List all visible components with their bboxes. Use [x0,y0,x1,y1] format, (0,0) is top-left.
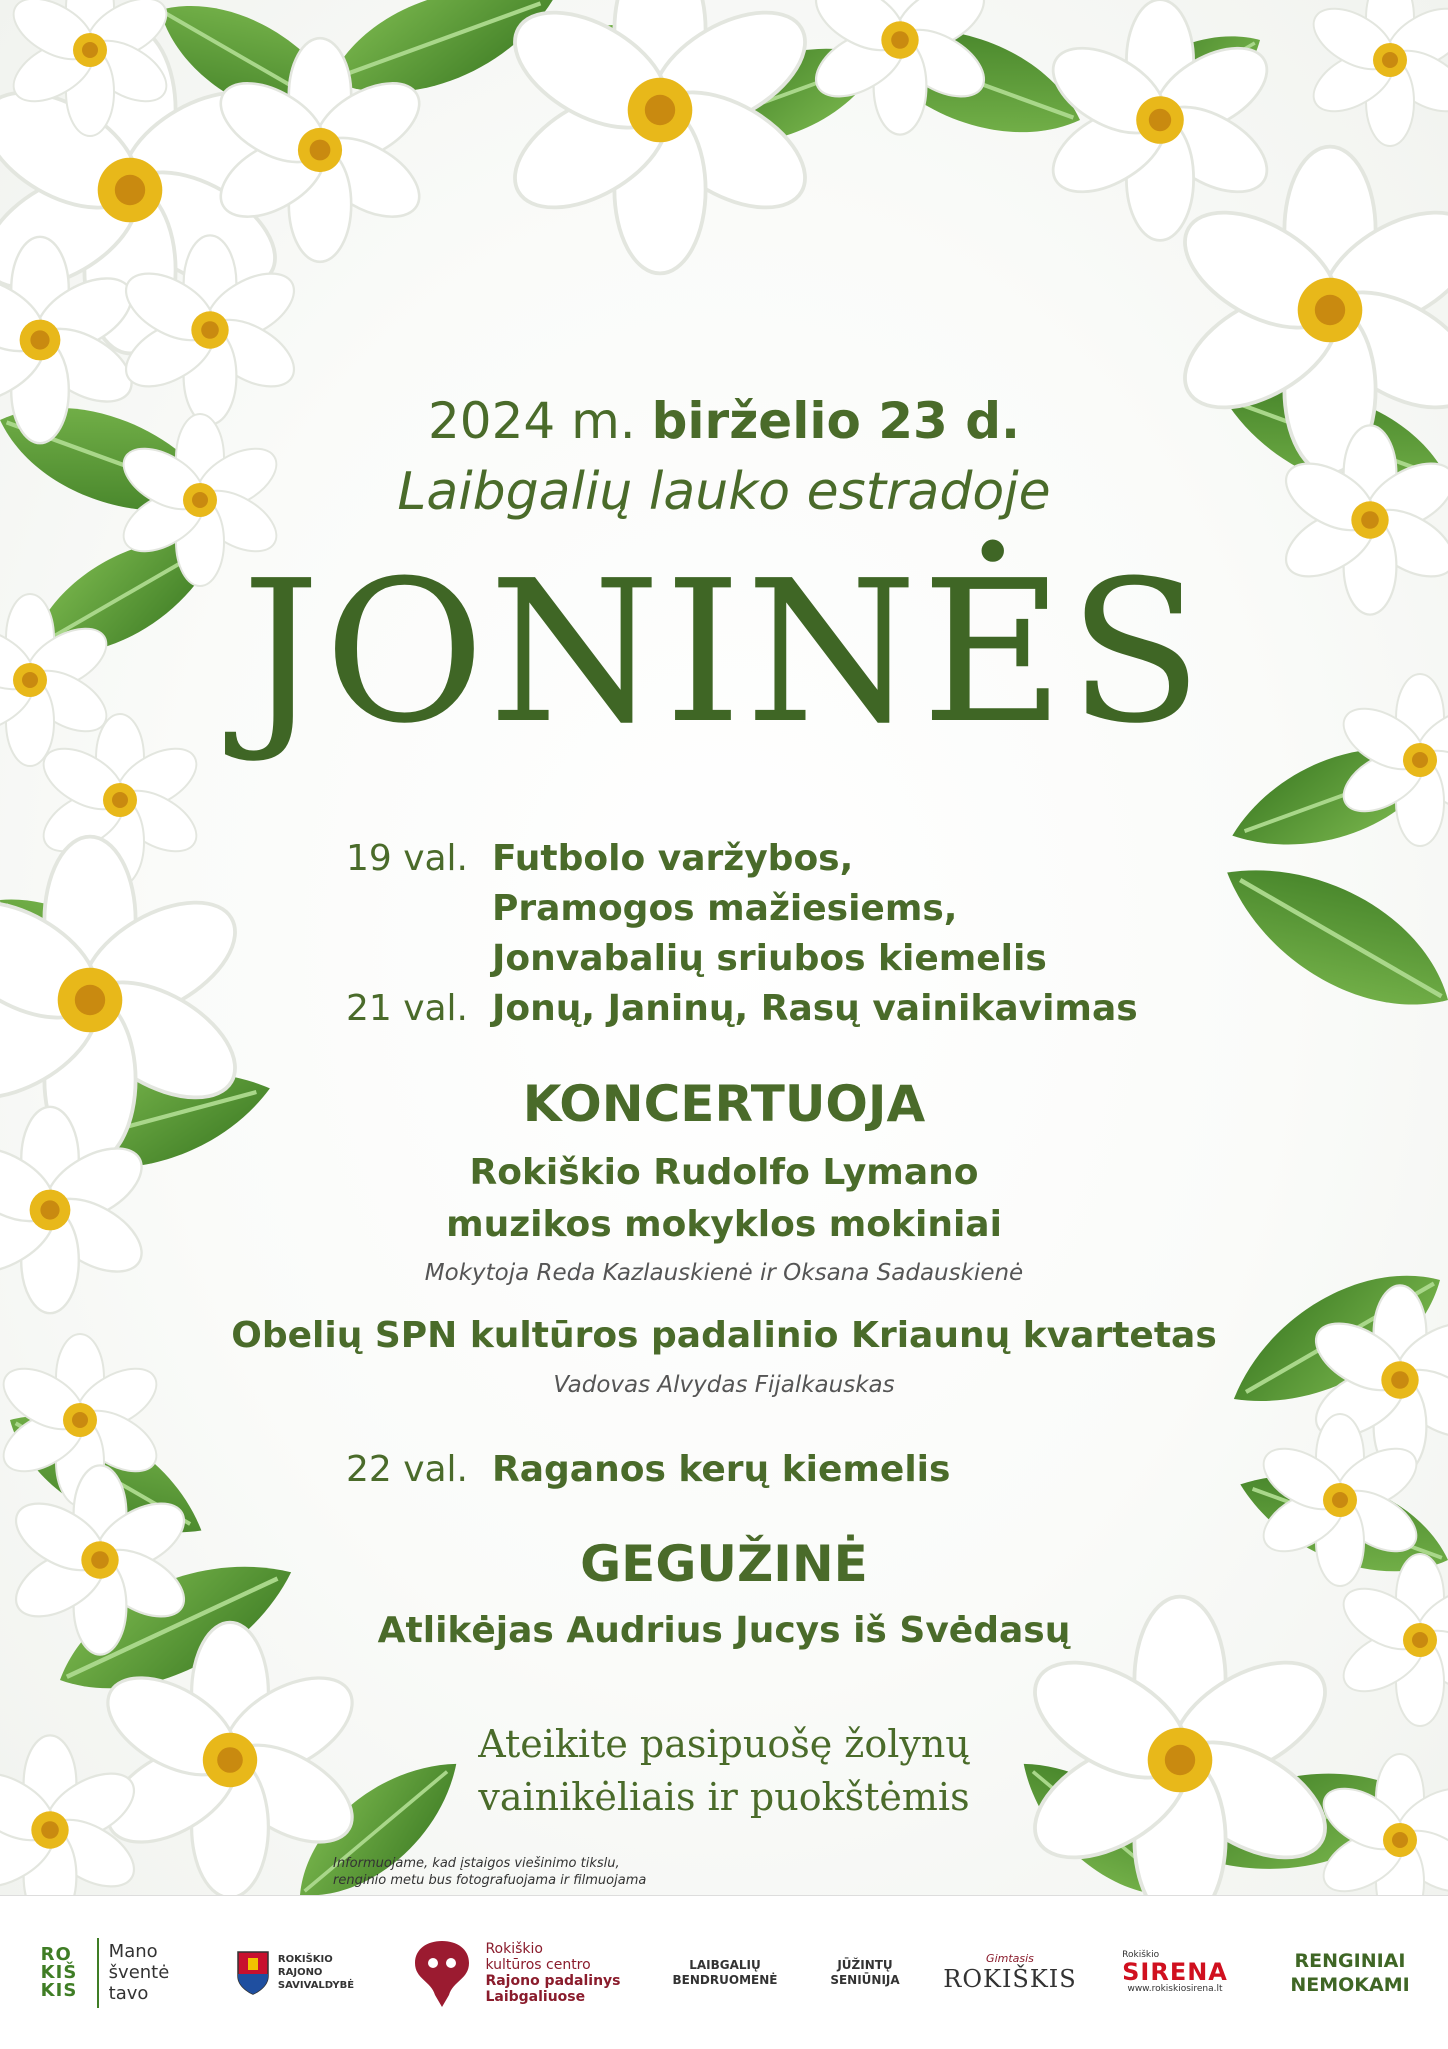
coat-of-arms-icon [236,1950,270,1996]
venue: Laibgalių lauko estradoje [397,462,1051,522]
sirena-url: www.rokiskiosirena.lt [1127,1984,1223,1994]
photo-notice-line-1: Informuojame, kad įstaigos viešinimo tikslu, [333,1856,620,1871]
date-bold: birželio 23 d. [651,392,1021,450]
gimtasis-rokiskis-logo [940,1896,1080,2049]
free-line: RENGINIAI [1294,1949,1406,1972]
date-prefix: 2024 m. [427,392,636,450]
municipality-name [278,1953,354,1992]
page-title: JONINĖS [241,539,1207,767]
footer [0,1895,1448,2049]
performer-1-line-2: muzikos mokyklos mokiniai [446,1204,1002,1245]
sirena-text: SIRENA [1122,1958,1228,1986]
eldership-line: JŪŽINTŲ [837,1957,893,1972]
dance-performer: Atlikėjas Audrius Jucys iš Svėdasų [377,1610,1071,1651]
sirena-small: Rokiškio [1122,1950,1160,1960]
kc-line: kultūros centro [485,1956,591,1973]
rokiskis-logo: ROKIŠKIS [40,1943,78,2001]
municipality-line: SAVIVALDYBĖ [277,1980,355,1991]
rokiskis-brand [30,1896,180,2049]
schedule-event: Jonvabalių sriubos kiemelis [492,938,1047,979]
schedule-block-2 [0,1449,1448,1499]
slogan-line: Mano [108,1941,158,1962]
schedule-time: 21 val. [345,988,468,1029]
eldership [810,1896,920,2049]
performer-2: Obelių SPN kultūros padalinio Kriaunų kvartetas [231,1315,1217,1356]
kc-line: Rajono padalinys [485,1972,621,1989]
schedule-event: Pramogos mažiesiems, [492,888,958,929]
dance-heading: GEGUŽINĖ [580,1535,868,1593]
schedule-time: 19 val. [345,838,468,879]
free-line: NEMOKAMI [1290,1973,1410,1996]
slogan-line: tavo [108,1983,149,2004]
community-line: BENDRUOMENĖ [672,1972,778,1987]
eldership-line: SENIŪNIJA [830,1972,900,1987]
slogan [109,1941,170,2004]
performer-1-line-1: Rokiškio Rudolfo Lymano [469,1152,979,1193]
gimtasis-small: Gimtasis [986,1951,1034,1965]
municipality-line: RAJONO [277,1967,323,1978]
sirena-logo [1100,1896,1250,2049]
culture-centre [395,1896,635,2049]
performer-1-note: Mokytoja Reda Kazlauskienė ir Oksana Sadauskienė [424,1260,1024,1286]
free-events [1270,1896,1430,2049]
schedule-event: Jonų, Janinų, Rasų vainikavimas [492,988,1138,1029]
schedule-block-1 [0,838,1448,1038]
invite-line-2: vainikėliais ir puokštėmis [478,1775,970,1819]
schedule-event: Futbolo varžybos, [492,838,854,879]
municipality-line: ROKIŠKIO [277,1954,333,1965]
slogan-line: šventė [108,1962,170,1983]
schedule-event: Raganos kerų kiemelis [492,1449,951,1490]
concert-heading: KONCERTUOJA [522,1075,926,1133]
invite-line-1: Ateikite pasipuošę žolynų [478,1722,970,1766]
divider [97,1938,99,2008]
culture-centre-name [485,1941,620,2005]
kc-line: Laibgaliuose [485,1988,586,2005]
schedule-time: 22 val. [345,1449,468,1490]
community-line: LAIBGALIŲ [689,1957,761,1972]
municipality [225,1896,365,2049]
community [665,1896,785,2049]
kc-line: Rokiškio [485,1940,543,1957]
performer-2-note: Vadovas Alvydas Fijalkauskas [553,1372,895,1398]
event-date [0,392,1448,450]
photo-notice-line-2: renginio metu bus fotografuojama ir filmuojama [333,1873,647,1888]
culture-centre-logo-icon [409,1935,475,2011]
gimtasis-text: ROKIŠKIS [943,1964,1077,1993]
photo-notice [333,1855,713,1889]
